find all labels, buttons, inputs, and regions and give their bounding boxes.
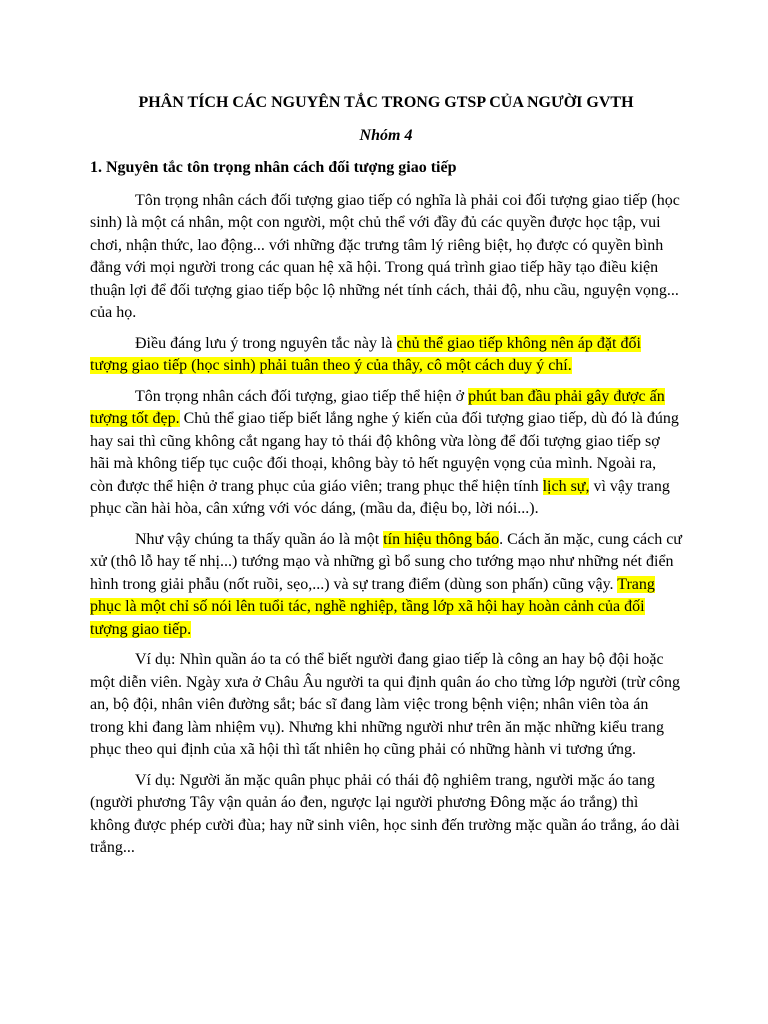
document-subtitle: Nhóm 4 — [359, 126, 413, 144]
paragraph-3 — [90, 386, 682, 521]
paragraph-3-highlight-2: lịch sự, — [542, 477, 590, 495]
section-heading: 1. Nguyên tắc tôn trọng nhân cách đối tượng giao tiếp — [90, 159, 457, 176]
paragraph-3-text-1: Tôn trọng nhân cách đối tượng, giao tiếp thể hiện ở — [135, 387, 469, 405]
paragraph-4-text-1: Như vậy chúng ta thấy quần áo là một — [135, 530, 384, 548]
paragraph-2 — [90, 333, 682, 378]
paragraph-4 — [90, 529, 682, 642]
paragraph-3-highlight-1: phút ban đầu phải gây được ấn tượng tốt đẹp. — [90, 387, 665, 427]
document-page — [90, 92, 682, 868]
paragraph-1: Tôn trọng nhân cách đối tượng giao tiếp có nghĩa là phải coi đối tượng giao tiếp (học sinh) là một cá nhân, một con người, một chủ thể với đầy đủ các quyền được học tập, vui chơi, nhận thức, lao động... với những đặc trưng tâm lý riêng biệt, họ được có quyền bình đẳng với mọi người trong các quan hệ xã hội. Trong quá trình giao tiếp hãy tạo điều kiện thuận lợi để đối tượng giao tiếp bộc lộ những nét tính cách, thải độ, nhu cầu, nguyện vọng... của họ. — [90, 191, 680, 321]
document-title: PHÂN TÍCH CÁC NGUYÊN TẮC TRONG GTSP CỦA NGƯỜI GVTH — [138, 94, 634, 111]
paragraph-4-highlight-1: tín hiệu thông báo — [383, 530, 500, 548]
paragraph-3-text-3: vì vậy trang phục cần hài hòa, cân xứng với vóc dáng, (mầu da, điệu bọ, lời nói...). — [90, 477, 670, 517]
paragraph-2-text: Điều đáng lưu ý trong nguyên tắc này là — [135, 334, 397, 352]
paragraph-5: Ví dụ: Nhìn quần áo ta có thể biết người đang giao tiếp là công an hay bộ đội hoặc một diễn viên. Ngày xưa ở Châu Âu người ta qui định quân áo cho từng lớp người (trừ công an, bộ đội, nhân viên đường sắt; bác sĩ đang làm việc trong bệnh viện; nhân viên tòa án trong khi đang làm nhiệm vụ). Nhưng khi những người như trên ăn mặc những kiểu trang phục theo qui định của xã hội thì tất nhiên họ cũng phải có những hành vi tương ứng. — [90, 651, 680, 758]
paragraph-6: Ví dụ: Người ăn mặc quân phục phải có thái độ nghiêm trang, người mặc áo tang (người phương Tây vận quản áo đen, ngược lại người phương Đông mặc áo trắng) thì không được phép cười đùa; hay nữ sinh viên, học sinh đến trường mặc quần áo trắng, áo dài trắng... — [90, 771, 680, 856]
paragraph-3-text-2: Chủ thể giao tiếp biết lắng nghe ý kiến của đối tượng giao tiếp, dù đó là đúng hay sai thì cũng không cắt ngang hay tỏ thái độ không vừa lòng để đối tượng giao tiếp sợ hãi mà không tiếp tục cuộc đối thoại, không bày tỏ hết nguyện vọng của mình. Ngoài ra, còn được thể hiện ở trang phục của giáo viên; trang phục thể hiện tính — [90, 410, 679, 495]
paragraph-4-highlight-2: Trang phục là một chỉ số nói lên tuổi tác, nghề nghiệp, tầng lớp xã hội hay hoàn cảnh của đối tượng giao tiếp. — [90, 575, 655, 638]
paragraph-4-text-2: . Cách ăn mặc, cung cách cư xử (thô lỗ hay tế nhị...) tướng mạo và những gì bổ sung cho tướng mạo như những nét điển hình trong giải phẫu (nốt ruồi, sẹo,...) và sự trang điểm (dùng son phấn) cũng vậy. — [90, 530, 682, 593]
paragraph-2-highlight: chủ thể giao tiếp không nên áp đặt đối tượng giao tiếp (học sinh) phải tuân theo ý của thây, cô một cách duy ý chí. — [90, 334, 641, 374]
